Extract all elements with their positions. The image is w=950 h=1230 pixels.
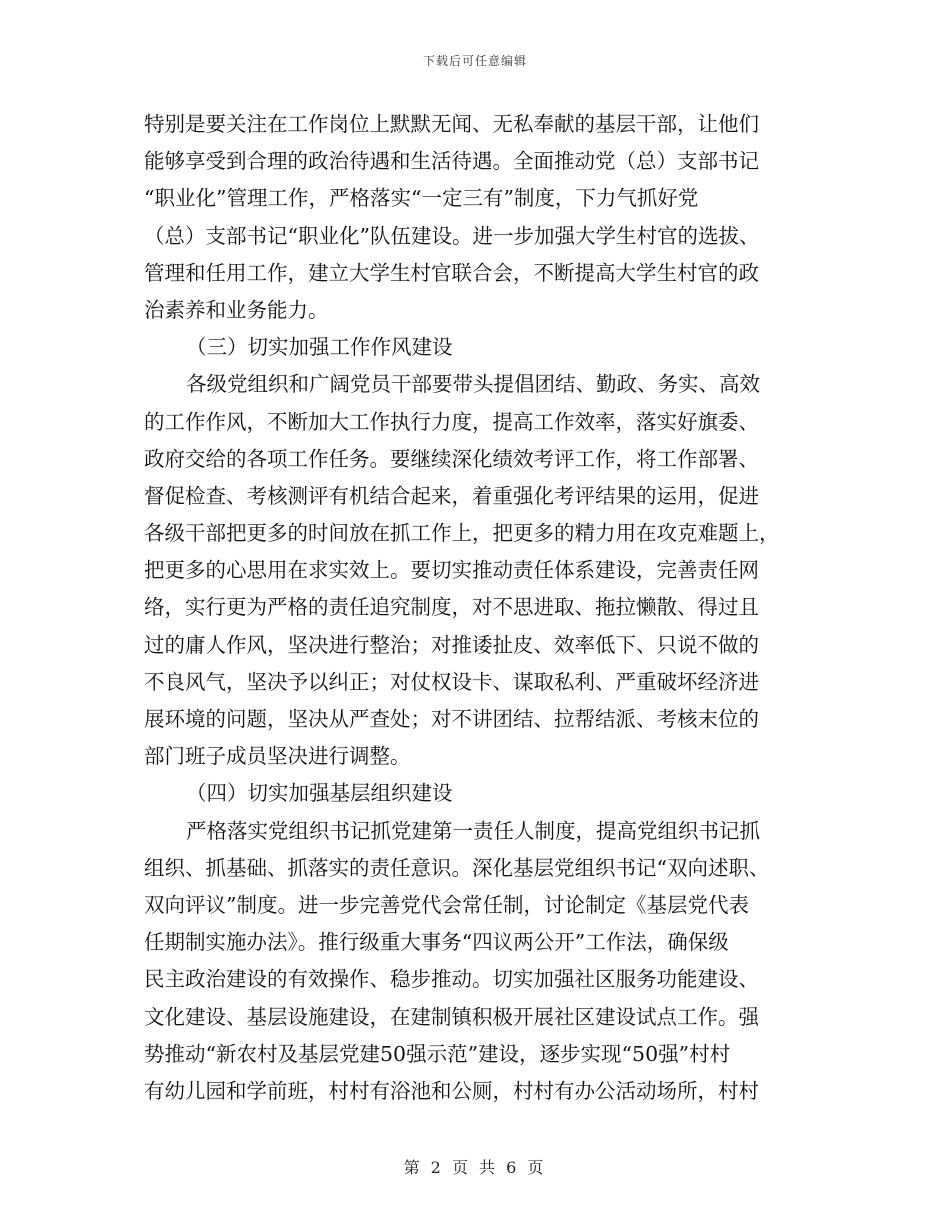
text-line: 各级干部把更多的时间放在抓工作上，把更多的精力用在攻克难题上， (144, 521, 780, 546)
text-line: 政府交给的各项工作任务。要继续深化绩效考评工作，将工作部署、 (144, 446, 759, 471)
page-number: 第 2 页 共 6 页 (403, 1158, 547, 1177)
text-line: 特别是要关注在工作岗位上默默无闻、无私奉献的基层干部，让他们 (144, 112, 759, 136)
text-line: 文化建设、基层设施建设，在建制镇积极开展社区建设试点工作。强 (144, 1004, 759, 1029)
text-line: 管理和任用工作，建立大学生村官联合会，不断提高大学生村官的政 (144, 260, 759, 285)
text-line: 不良风气，坚决予以纠正；对仗权设卡、谋取私利、严重破坏经济进 (144, 669, 759, 694)
text-line: 双向评议”制度。进一步完善党代会常任制，讨论制定《基层党代表 (144, 892, 749, 917)
text-line: 能够享受到合理的政治待遇和生活待遇。全面推动党（总）支部书记 (144, 149, 759, 174)
page-header-note: 下载后可任意编辑 (422, 54, 527, 68)
text-line: 有幼儿园和学前班，村村有浴池和公厕，村村有办公活动场所，村村 (144, 1078, 759, 1103)
text-line: 民主政治建设的有效操作、稳步推动。切实加强社区服务功能建设、 (144, 967, 759, 992)
text-line: 任期制实施办法》。推行级重大事务“四议两公开”工作法，确保级 (144, 930, 729, 955)
paragraph-start-line: （四）切实加强基层组织建设 (186, 781, 453, 806)
paragraph-start-line: 各级党组织和广阔党员干部要带头提倡团结、勤政、务实、高效 (186, 372, 760, 397)
text-line: 督促检查、考核测评有机结合起来，着重强化考评结果的运用，促进 (144, 483, 759, 508)
text-line: 部门班子成员坚决进行调整。 (144, 744, 411, 769)
text-line: 组织、抓基础、抓落实的责任意识。深化基层党组织书记“双向述职、 (144, 855, 770, 880)
text-line: “职业化”管理工作，严格落实“一定三有”制度，下力气抓好党 (144, 186, 699, 211)
text-line: 把更多的心思用在求实效上。要切实推动责任体系建设，完善责任网 (144, 558, 759, 583)
document-body (144, 106, 804, 1110)
paragraph-start-line: （三）切实加强工作作风建设 (186, 335, 453, 360)
text-line: 络，实行更为严格的责任追究制度，对不思进取、拖拉懒散、得过且 (144, 595, 759, 620)
text-line: 展环境的问题，坚决从严查处；对不讲团结、拉帮结派、考核末位的 (144, 707, 759, 731)
text-line: 过的庸人作风，坚决进行整治；对推诿扯皮、效率低下、只说不做的 (144, 632, 759, 657)
text-line: 势推动“新农村及基层党建50强示范”建设，逐步实现“50强”村村 (144, 1041, 731, 1066)
text-line: 治素养和业务能力。 (144, 297, 329, 322)
text-line: 的工作作风，不断加大工作执行力度，提高工作效率，落实好旗委、 (144, 409, 759, 434)
text-line: （总）支部书记“职业化”队伍建设。进一步加强大学生村官的选拔、 (144, 223, 760, 248)
paragraph-start-line: 严格落实党组织书记抓党建第一责任人制度，提高党组织书记抓 (186, 818, 760, 843)
